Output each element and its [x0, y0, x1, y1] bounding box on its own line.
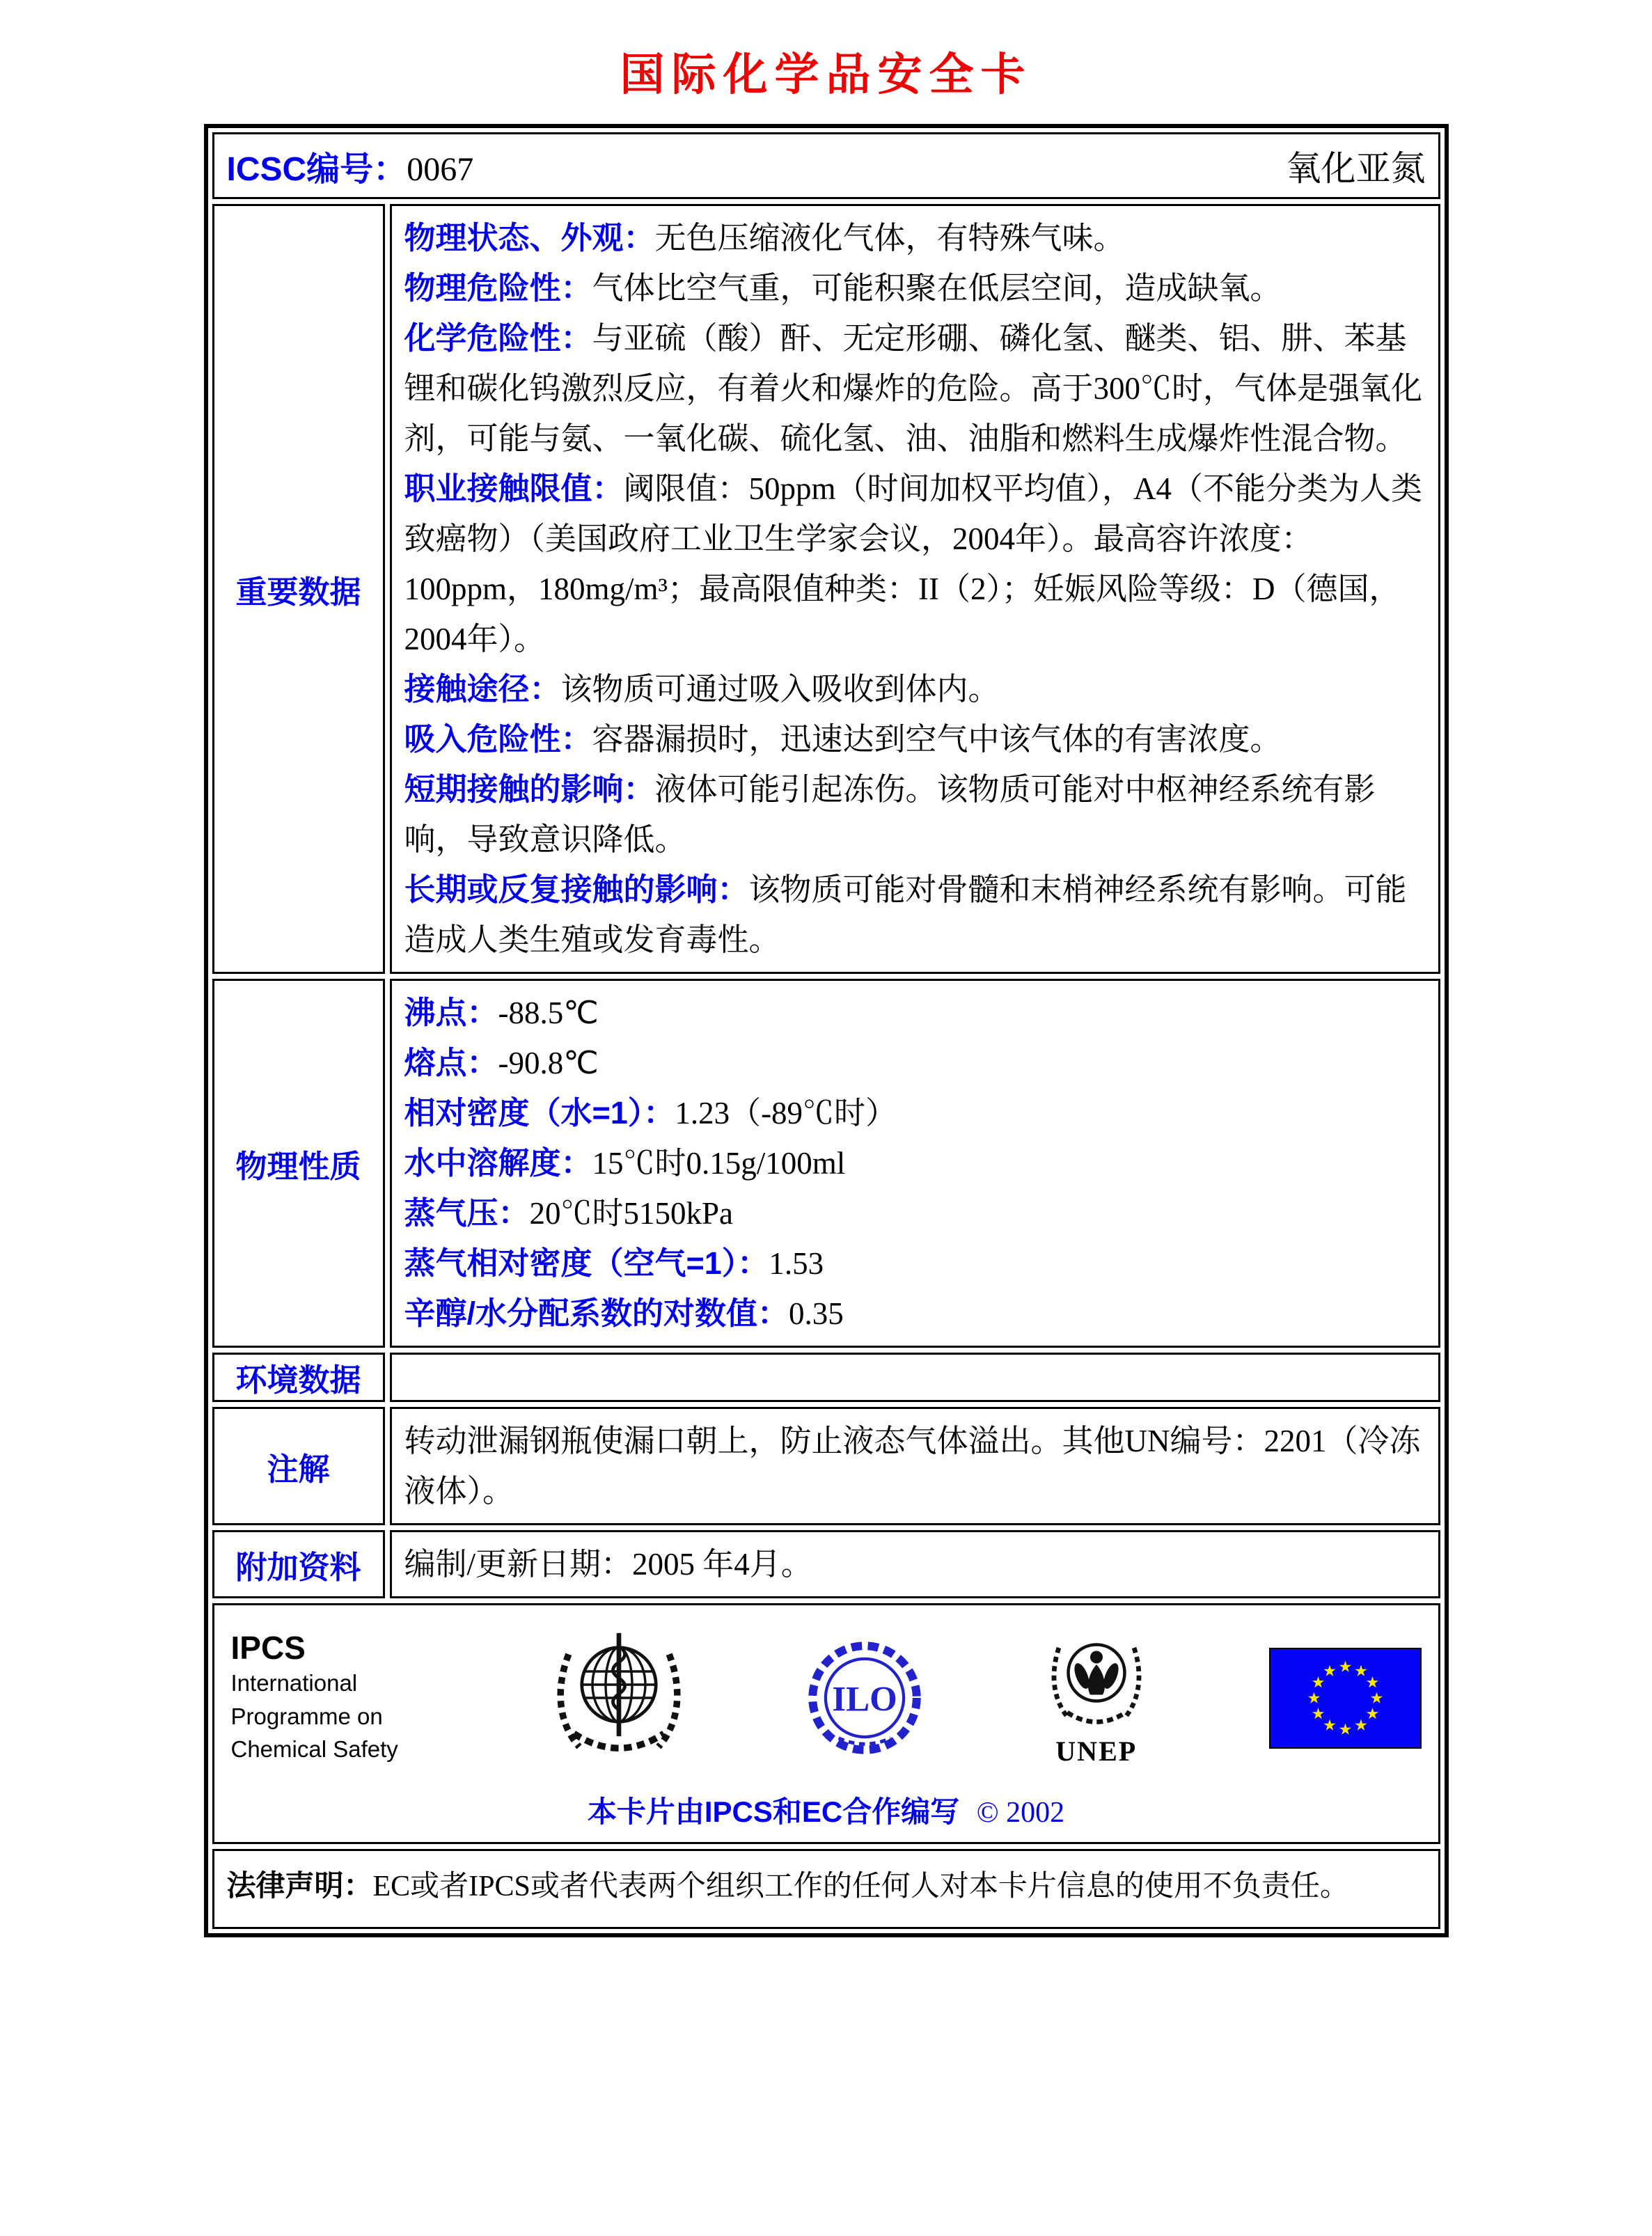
field-label: 熔点：: [404, 1045, 498, 1080]
physical-property-item: [404, 988, 1426, 1038]
notes-row-label: 注解: [212, 1407, 385, 1525]
icsc-number-value: 0067: [407, 150, 474, 188]
important-data-item: [404, 464, 1426, 664]
field-label: 辛醇/水分配系数的对数值：: [404, 1296, 789, 1331]
field-value: 无色压缩液化气体，有特殊气味。: [654, 221, 1125, 255]
field-label: 吸入危险性：: [404, 721, 592, 757]
logos-cell: [212, 1603, 1440, 1844]
field-label: 长期或反复接触的影响：: [404, 872, 749, 907]
field-value: -88.5℃: [498, 995, 599, 1030]
field-value: 该物质可通过吸入吸收到体内。: [560, 672, 1000, 707]
field-label: 短期接触的影响：: [404, 771, 655, 807]
field-label: 水中溶解度：: [404, 1145, 592, 1181]
unep-logo-icon: [1044, 1629, 1149, 1733]
field-label: 物理状态、外观：: [404, 220, 655, 255]
important-data-row: [212, 204, 1440, 974]
legal-row: [212, 1849, 1440, 1929]
additional-info-content: 编制/更新日期：2005 年4月。: [390, 1530, 1440, 1598]
field-value: 1.23（-89℃时）: [675, 1096, 897, 1131]
environmental-data-row-label: 环境数据: [212, 1353, 385, 1402]
notes-content: 转动泄漏钢瓶使漏口朝上，防止液态气体溢出。其他UN编号：2201（冷冻液体）。: [390, 1407, 1440, 1525]
physical-property-item: [404, 1138, 1426, 1188]
icsc-number-label: ICSC编号：: [226, 150, 407, 188]
field-value: 20℃时5150kPa: [529, 1196, 734, 1231]
field-label: 相对密度（水=1）：: [404, 1095, 675, 1131]
field-label: 蒸气压：: [404, 1195, 530, 1231]
physical-properties-row-label: 物理性质: [212, 979, 385, 1348]
icsc-number-cell: [212, 132, 1440, 199]
field-value: 1.53: [769, 1246, 824, 1281]
physical-property-item: [404, 1088, 1426, 1138]
ilo-logo-icon: [805, 1639, 924, 1757]
field-value: 阈限值：50ppm（时间加权平均值），A4（不能分类为人类致癌物）（美国政府工业卫生学家会议，2004年）。最高容许浓度：100ppm，180mg/m³；最高限值种类：II（2）；妊娠风险等级：D（德国，2004年）。: [404, 471, 1423, 656]
field-label: 沸点：: [404, 995, 498, 1030]
unep-block: [1044, 1629, 1149, 1767]
field-value: 与亚硫（酸）酐、无定形硼、磷化氢、醚类、铝、肼、苯基锂和碳化钨激烈反应，有着火和爆炸的危险。高于300℃时，气体是强氧化剂，可能与氨、一氧化碳、硫化氢、油、油脂和燃料生成爆炸性混合物。: [404, 321, 1423, 456]
caption-text: 本卡片由IPCS和EC合作编写: [587, 1795, 960, 1828]
important-data-item: [404, 764, 1426, 865]
physical-property-item: [404, 1038, 1426, 1088]
important-data-item: [404, 664, 1426, 714]
field-label: 蒸气相对密度（空气=1）：: [404, 1245, 769, 1281]
environmental-data-row: [212, 1353, 1440, 1402]
important-data-item: [404, 865, 1426, 965]
ipcs-line: Chemical Safety: [230, 1736, 398, 1763]
chemical-name: 氧化亚氮: [1286, 149, 1426, 188]
important-data-item: [404, 263, 1426, 313]
logos-row: [212, 1603, 1440, 1844]
field-label: 物理危险性：: [404, 270, 592, 306]
field-value: 15℃时0.15g/100ml: [592, 1146, 846, 1181]
logos-strip: [231, 1625, 1422, 1771]
ilo-letters: ILO: [832, 1680, 897, 1719]
important-data-item: [404, 313, 1426, 464]
legal-cell: [212, 1849, 1440, 1929]
icsc-number-row: [212, 132, 1440, 199]
legal-text: EC或者IPCS或者代表两个组织工作的任何人对本卡片信息的使用不负责任。: [372, 1871, 1349, 1903]
page-title: 国际化学品安全卡: [620, 49, 1032, 100]
physical-property-item: [404, 1238, 1426, 1289]
unep-label: UNEP: [1055, 1735, 1138, 1767]
ipcs-line: Programme on: [230, 1703, 383, 1729]
ipcs-text-block: [231, 1630, 433, 1766]
field-value: 0.35: [789, 1296, 844, 1331]
eu-flag-icon: [1269, 1648, 1422, 1749]
icsc-card: [204, 124, 1449, 1937]
caption-copyright: © 2002: [976, 1797, 1065, 1829]
physical-properties-row: [212, 979, 1440, 1348]
field-label: 职业接触限值：: [404, 471, 624, 506]
cooperation-caption: [231, 1789, 1422, 1831]
field-value: 气体比空气重，可能积聚在低层空间，造成缺氧。: [592, 271, 1282, 306]
important-data-content: [390, 204, 1440, 974]
ipcs-line: International: [230, 1669, 358, 1696]
field-value: 液体可能引起冻伤。该物质可能对中枢神经系统有影响，导致意识降低。: [404, 772, 1376, 857]
important-data-item: [404, 714, 1426, 764]
ipcs-name: IPCS: [230, 1629, 306, 1666]
additional-info-row: [212, 1530, 1440, 1598]
environmental-data-content: [390, 1353, 1440, 1402]
field-value: 容器漏损时，迅速达到空气中该气体的有害浓度。: [592, 722, 1282, 757]
icsc-number-group: [227, 142, 474, 190]
who-logo-icon: [553, 1625, 685, 1771]
important-data-row-label: 重要数据: [212, 204, 385, 974]
physical-property-item: [404, 1289, 1426, 1339]
field-value: 该物质可能对骨髓和末梢神经系统有影响。可能造成人类生殖或发育毒性。: [404, 872, 1407, 957]
physical-property-item: [404, 1188, 1426, 1238]
notes-row: [212, 1407, 1440, 1525]
field-label: 化学危险性：: [404, 320, 592, 356]
legal-label: 法律声明：: [226, 1869, 373, 1902]
important-data-item: [404, 213, 1426, 263]
field-label: 接触途径：: [404, 671, 561, 707]
physical-properties-content: [390, 979, 1440, 1348]
field-value: -90.8℃: [498, 1046, 599, 1080]
additional-info-row-label: 附加资料: [212, 1530, 385, 1598]
